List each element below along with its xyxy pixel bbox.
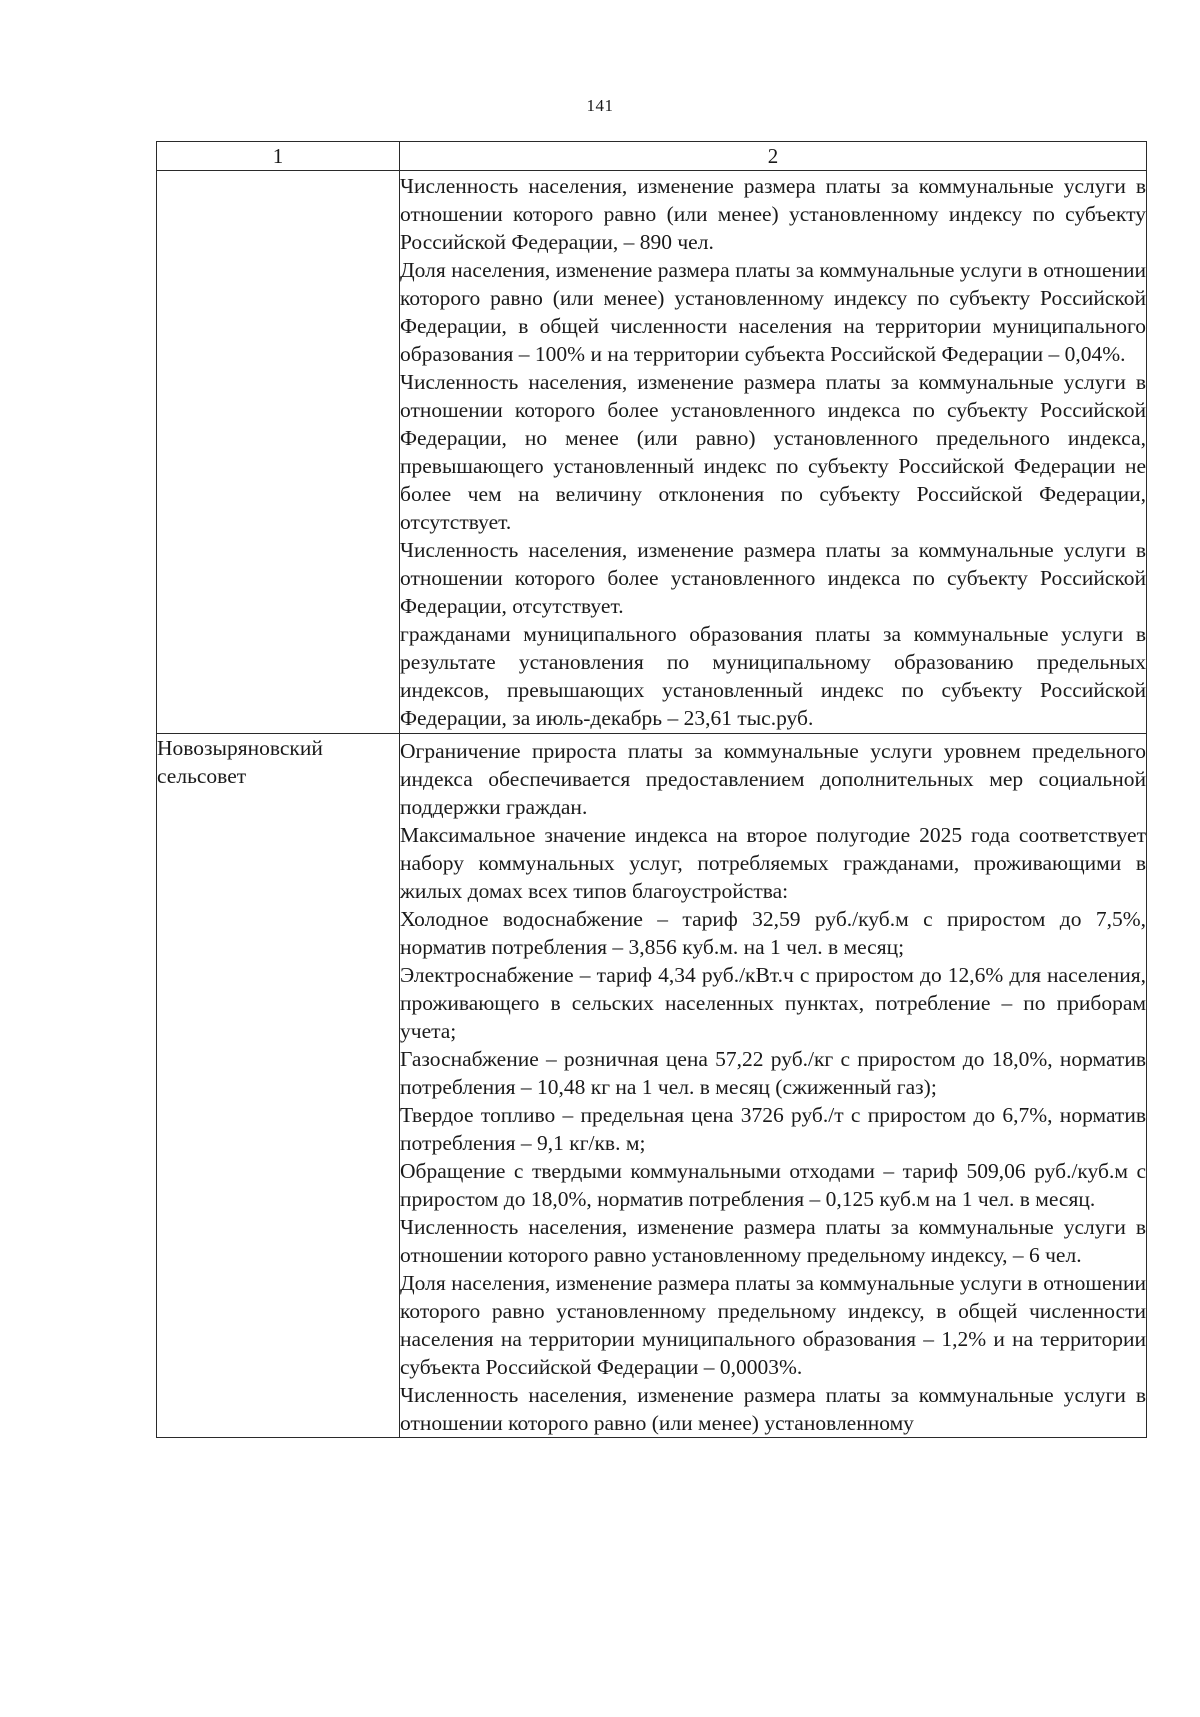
paragraph: Доля населения, изменение размера платы за коммунальные услуги в отношении которого равно (или менее) установленному индексу по субъекту Российской Федерации, в общей численности населения на территории муниципального образования – 100% и на территории субъекта Российской Федерации – 0,04%. [400, 258, 1146, 366]
paragraph: Численность населения, изменение размера платы за коммунальные услуги в отношении которого равно установленному предельному индексу, – 6 чел. [400, 1215, 1146, 1267]
paragraph: Численность населения, изменение размера платы за коммунальные услуги в отношении которого равно (или менее) установленному [400, 1383, 1146, 1435]
page-number: 141 [586, 96, 614, 115]
row-content [400, 734, 1147, 1438]
paragraph: Численность населения, изменение размера платы за коммунальные услуги в отношении которого более установленного индекса по субъекту Российской Федерации, но менее (или равно) установленного предельного индекса, превышающего установленный индекс по субъекту Российской Федерации не более чем на величину отклонения по субъекту Российской Федерации, отсутствует. [400, 370, 1146, 534]
table-header-row [157, 142, 1147, 171]
paragraph: Численность населения, изменение размера платы за коммунальные услуги в отношении которого более установленного индекса по субъекту Российской Федерации, отсутствует. [400, 538, 1146, 618]
table-row [157, 734, 1147, 1438]
column-header-2: 2 [400, 142, 1147, 171]
municipality-name-line: сельсовет [157, 764, 247, 788]
paragraph: Доля населения, изменение размера платы за коммунальные услуги в отношении которого равно установленному предельному индексу, в общей численности населения на территории муниципального образования – 1,2% и на территории субъекта Российской Федерации – 0,0003%. [400, 1271, 1146, 1379]
row-label-municipality [157, 734, 400, 1438]
municipality-name-line: Новозыряновский [157, 736, 323, 760]
row-label-empty [157, 171, 400, 734]
column-header-1: 1 [157, 142, 400, 171]
paragraph: гражданами муниципального образования платы за коммунальные услуги в результате установления по муниципальному образованию предельных индексов, превышающих установленный индекс по субъекту Российской Федерации, за июль-декабрь – 23,61 тыс.руб. [400, 622, 1146, 730]
paragraph: Электроснабжение – тариф 4,34 руб./кВт.ч с приростом до 12,6% для населения, проживающего в сельских населенных пунктах, потребление – по приборам учета; [400, 963, 1146, 1043]
row-content [400, 171, 1147, 734]
paragraph: Численность населения, изменение размера платы за коммунальные услуги в отношении которого равно (или менее) установленному индексу по субъекту Российской Федерации, – 890 чел. [400, 174, 1146, 254]
paragraph: Ограничение прироста платы за коммунальные услуги уровнем предельного индекса обеспечивается предоставлением дополнительных мер социальной поддержки граждан. [400, 739, 1146, 819]
paragraph: Твердое топливо – предельная цена 3726 руб./т с приростом до 6,7%, норматив потребления – 9,1 кг/кв. м; [400, 1103, 1146, 1155]
paragraph: Газоснабжение – розничная цена 57,22 руб./кг с приростом до 18,0%, норматив потребления – 10,48 кг на 1 чел. в месяц (сжиженный газ); [400, 1047, 1146, 1099]
paragraph: Холодное водоснабжение – тариф 32,59 руб./куб.м с приростом до 7,5%, норматив потребления – 3,856 куб.м. на 1 чел. в месяц; [400, 907, 1146, 959]
document-table [156, 141, 1147, 1438]
table-row [157, 171, 1147, 734]
paragraph: Обращение с твердыми коммунальными отходами – тариф 509,06 руб./куб.м с приростом до 18,0%, норматив потребления – 0,125 куб.м на 1 чел. в месяц. [400, 1159, 1146, 1211]
paragraph: Максимальное значение индекса на второе полугодие 2025 года соответствует набору коммунальных услуг, потребляемых гражданами, проживающими в жилых домах всех типов благоустройства: [400, 823, 1146, 903]
